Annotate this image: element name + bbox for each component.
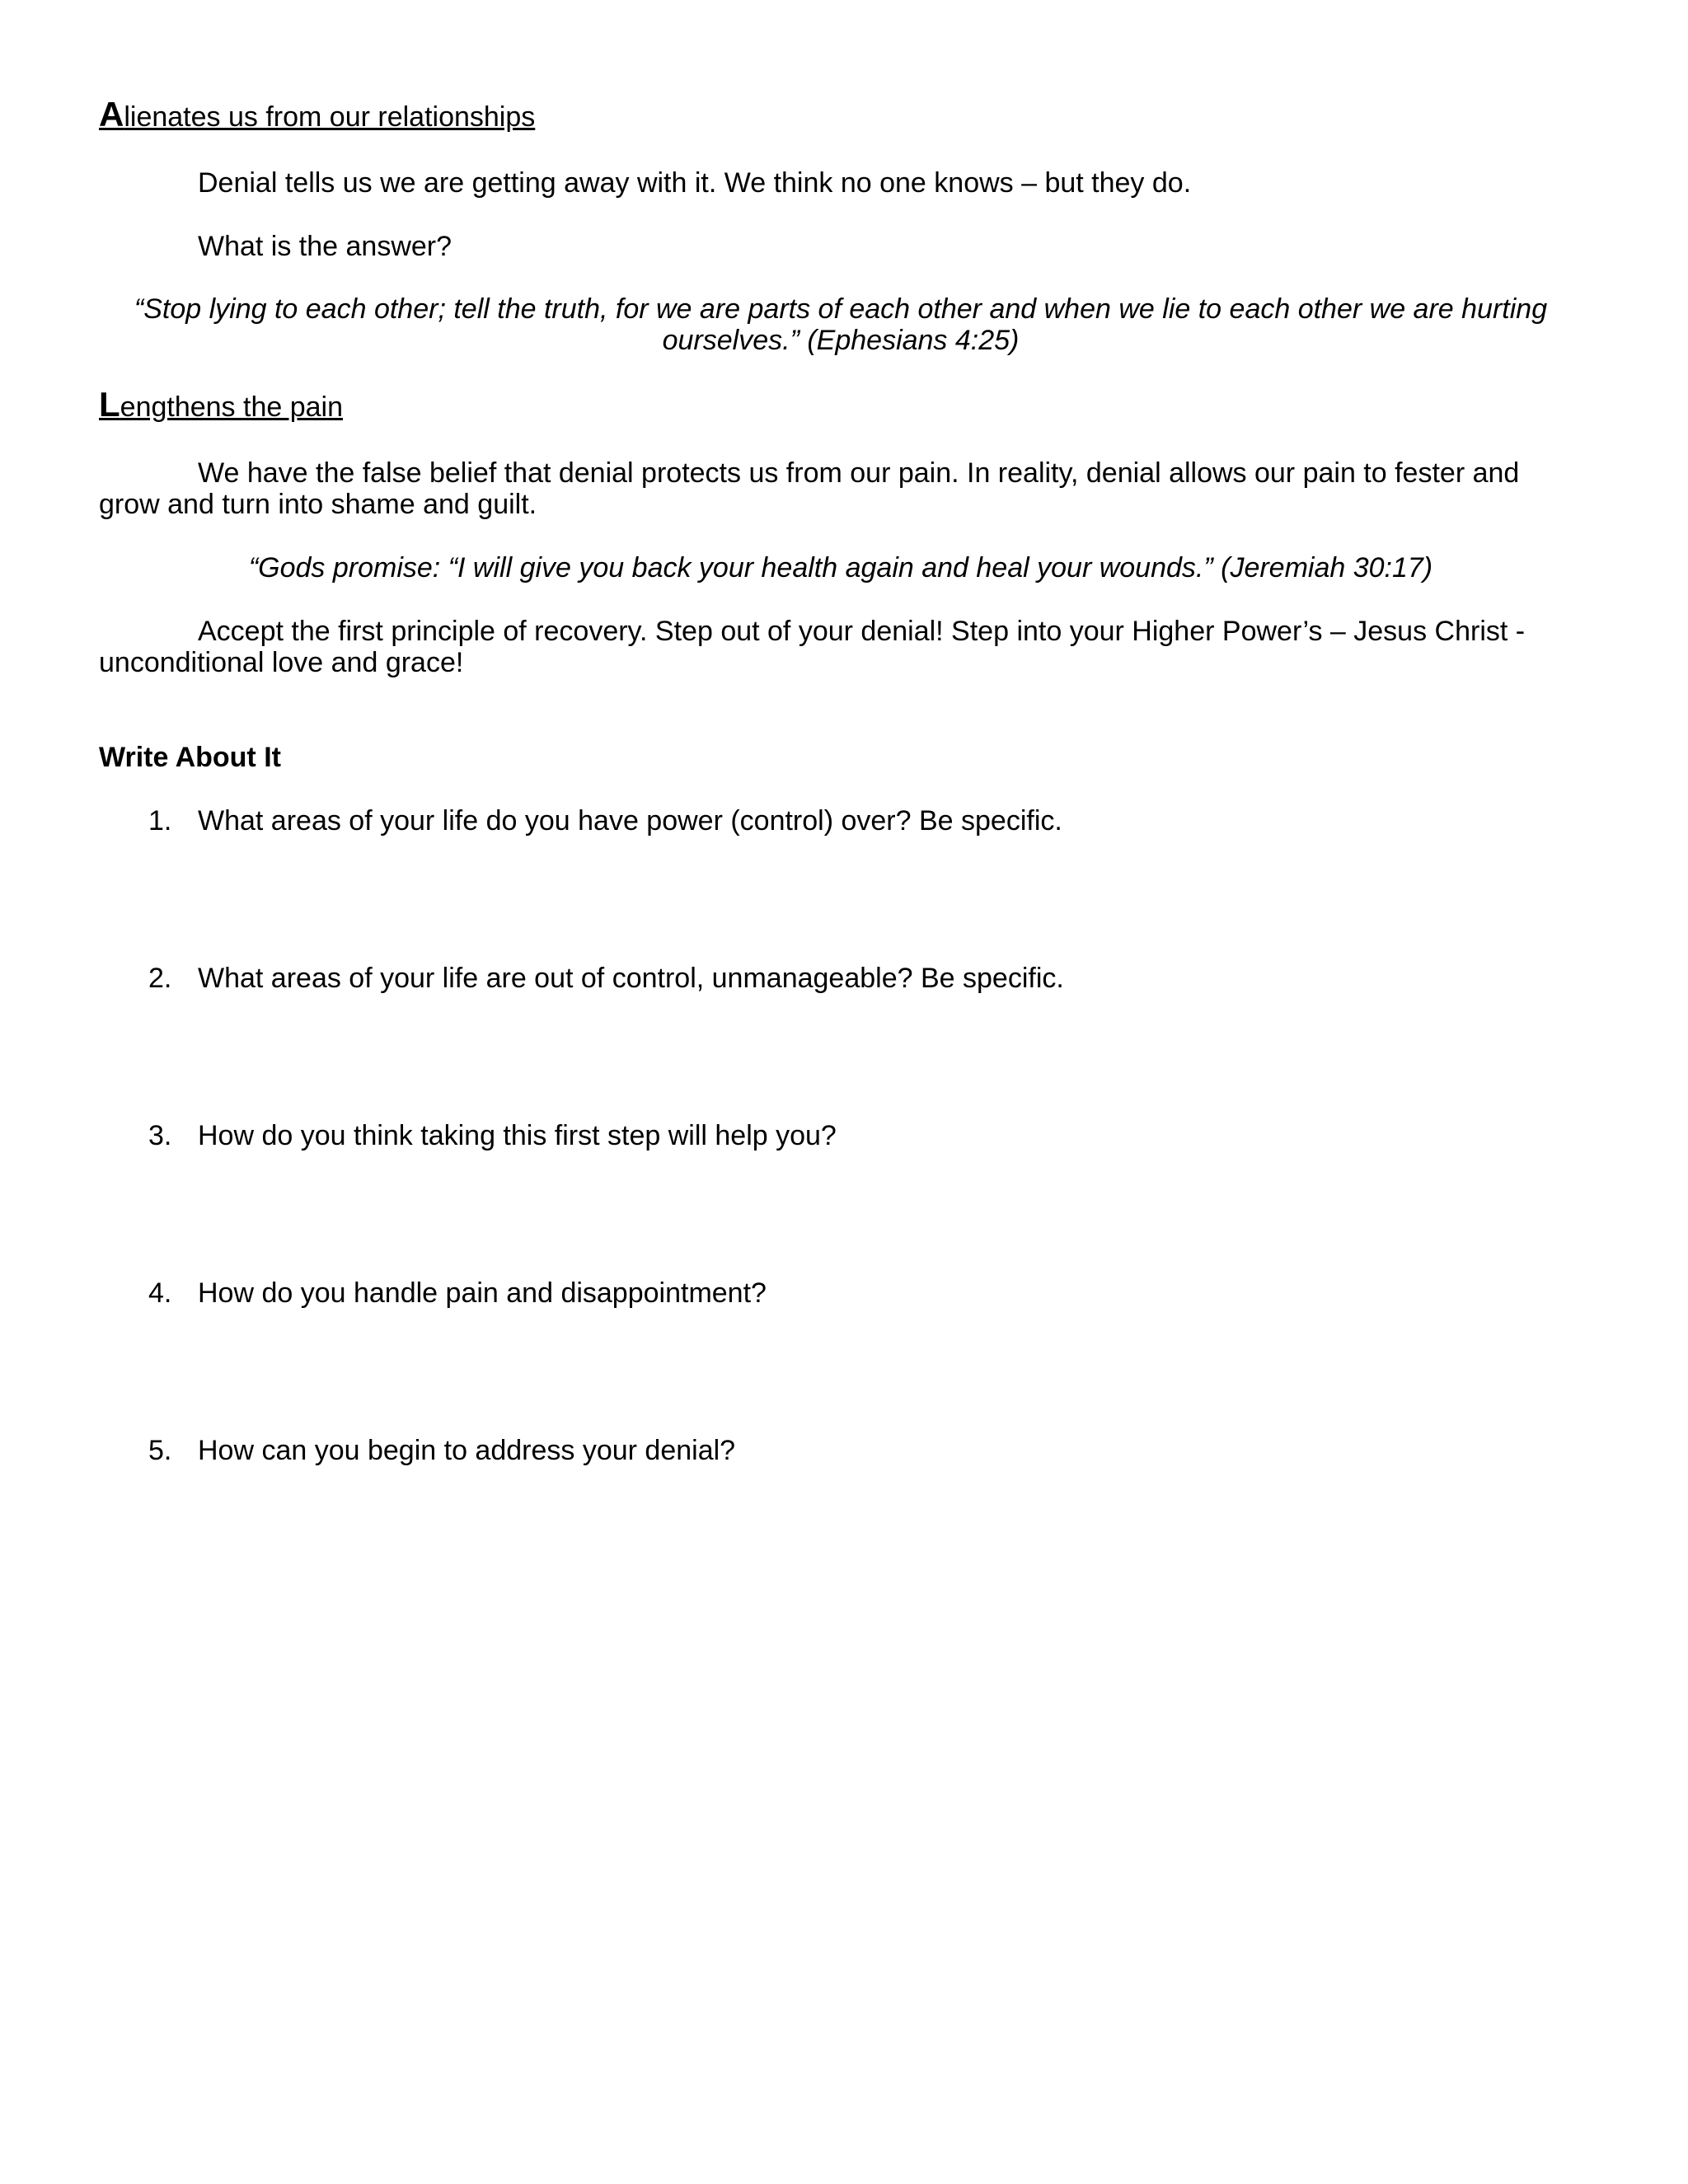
list-number: 3.: [148, 1120, 172, 1151]
paragraph-question: What is the answer?: [198, 231, 452, 262]
question-text: How can you begin to address your denial?: [198, 1435, 736, 1466]
quote-jeremiah: “Gods promise: “I will give you back your health again and heal your wounds.” (Jeremiah 30:17): [248, 552, 1433, 583]
list-item: [99, 963, 1064, 994]
list-item: [99, 805, 1062, 837]
list-number: 4.: [148, 1277, 172, 1309]
list-number: 5.: [148, 1435, 172, 1466]
list-item: [99, 1120, 837, 1151]
question-text: How do you think taking this first step will help you?: [198, 1120, 837, 1151]
question-text: What areas of your life do you have power (control) over? Be specific.: [198, 805, 1062, 837]
heading-initial: L: [99, 385, 120, 424]
list-item: [99, 1435, 735, 1466]
paragraph-false-belief: We have the false belief that denial protects us from our pain. In reality, denial allows our pain to fester and grow and turn into shame and guilt.: [99, 457, 1520, 520]
heading-alienates: [99, 95, 1582, 134]
quote-ephesians: “Stop lying to each other; tell the truth, for we are parts of each other and when we lie to each other we are hurting ourselves.” (Ephesians 4:25): [134, 293, 1548, 356]
paragraph-accept: Accept the first principle of recovery. Step out of your denial! Step into your Higher Power’s – Jesus Christ - unconditional love and grace!: [99, 616, 1526, 678]
section-title-write: Write About It: [99, 742, 281, 773]
question-text: How do you handle pain and disappointment?: [198, 1277, 767, 1309]
heading-initial: A: [99, 95, 124, 134]
heading-text: engthens the pain: [120, 391, 343, 423]
list-number: 1.: [148, 805, 172, 837]
list-item: [99, 1277, 767, 1309]
heading-lengthens: [99, 385, 1582, 424]
heading-text: lienates us from our relationships: [124, 101, 536, 133]
paragraph-denial: Denial tells us we are getting away with it. We think no one knows – but they do.: [198, 167, 1192, 199]
list-number: 2.: [148, 963, 172, 994]
question-text: What areas of your life are out of control, unmanageable? Be specific.: [198, 963, 1064, 994]
